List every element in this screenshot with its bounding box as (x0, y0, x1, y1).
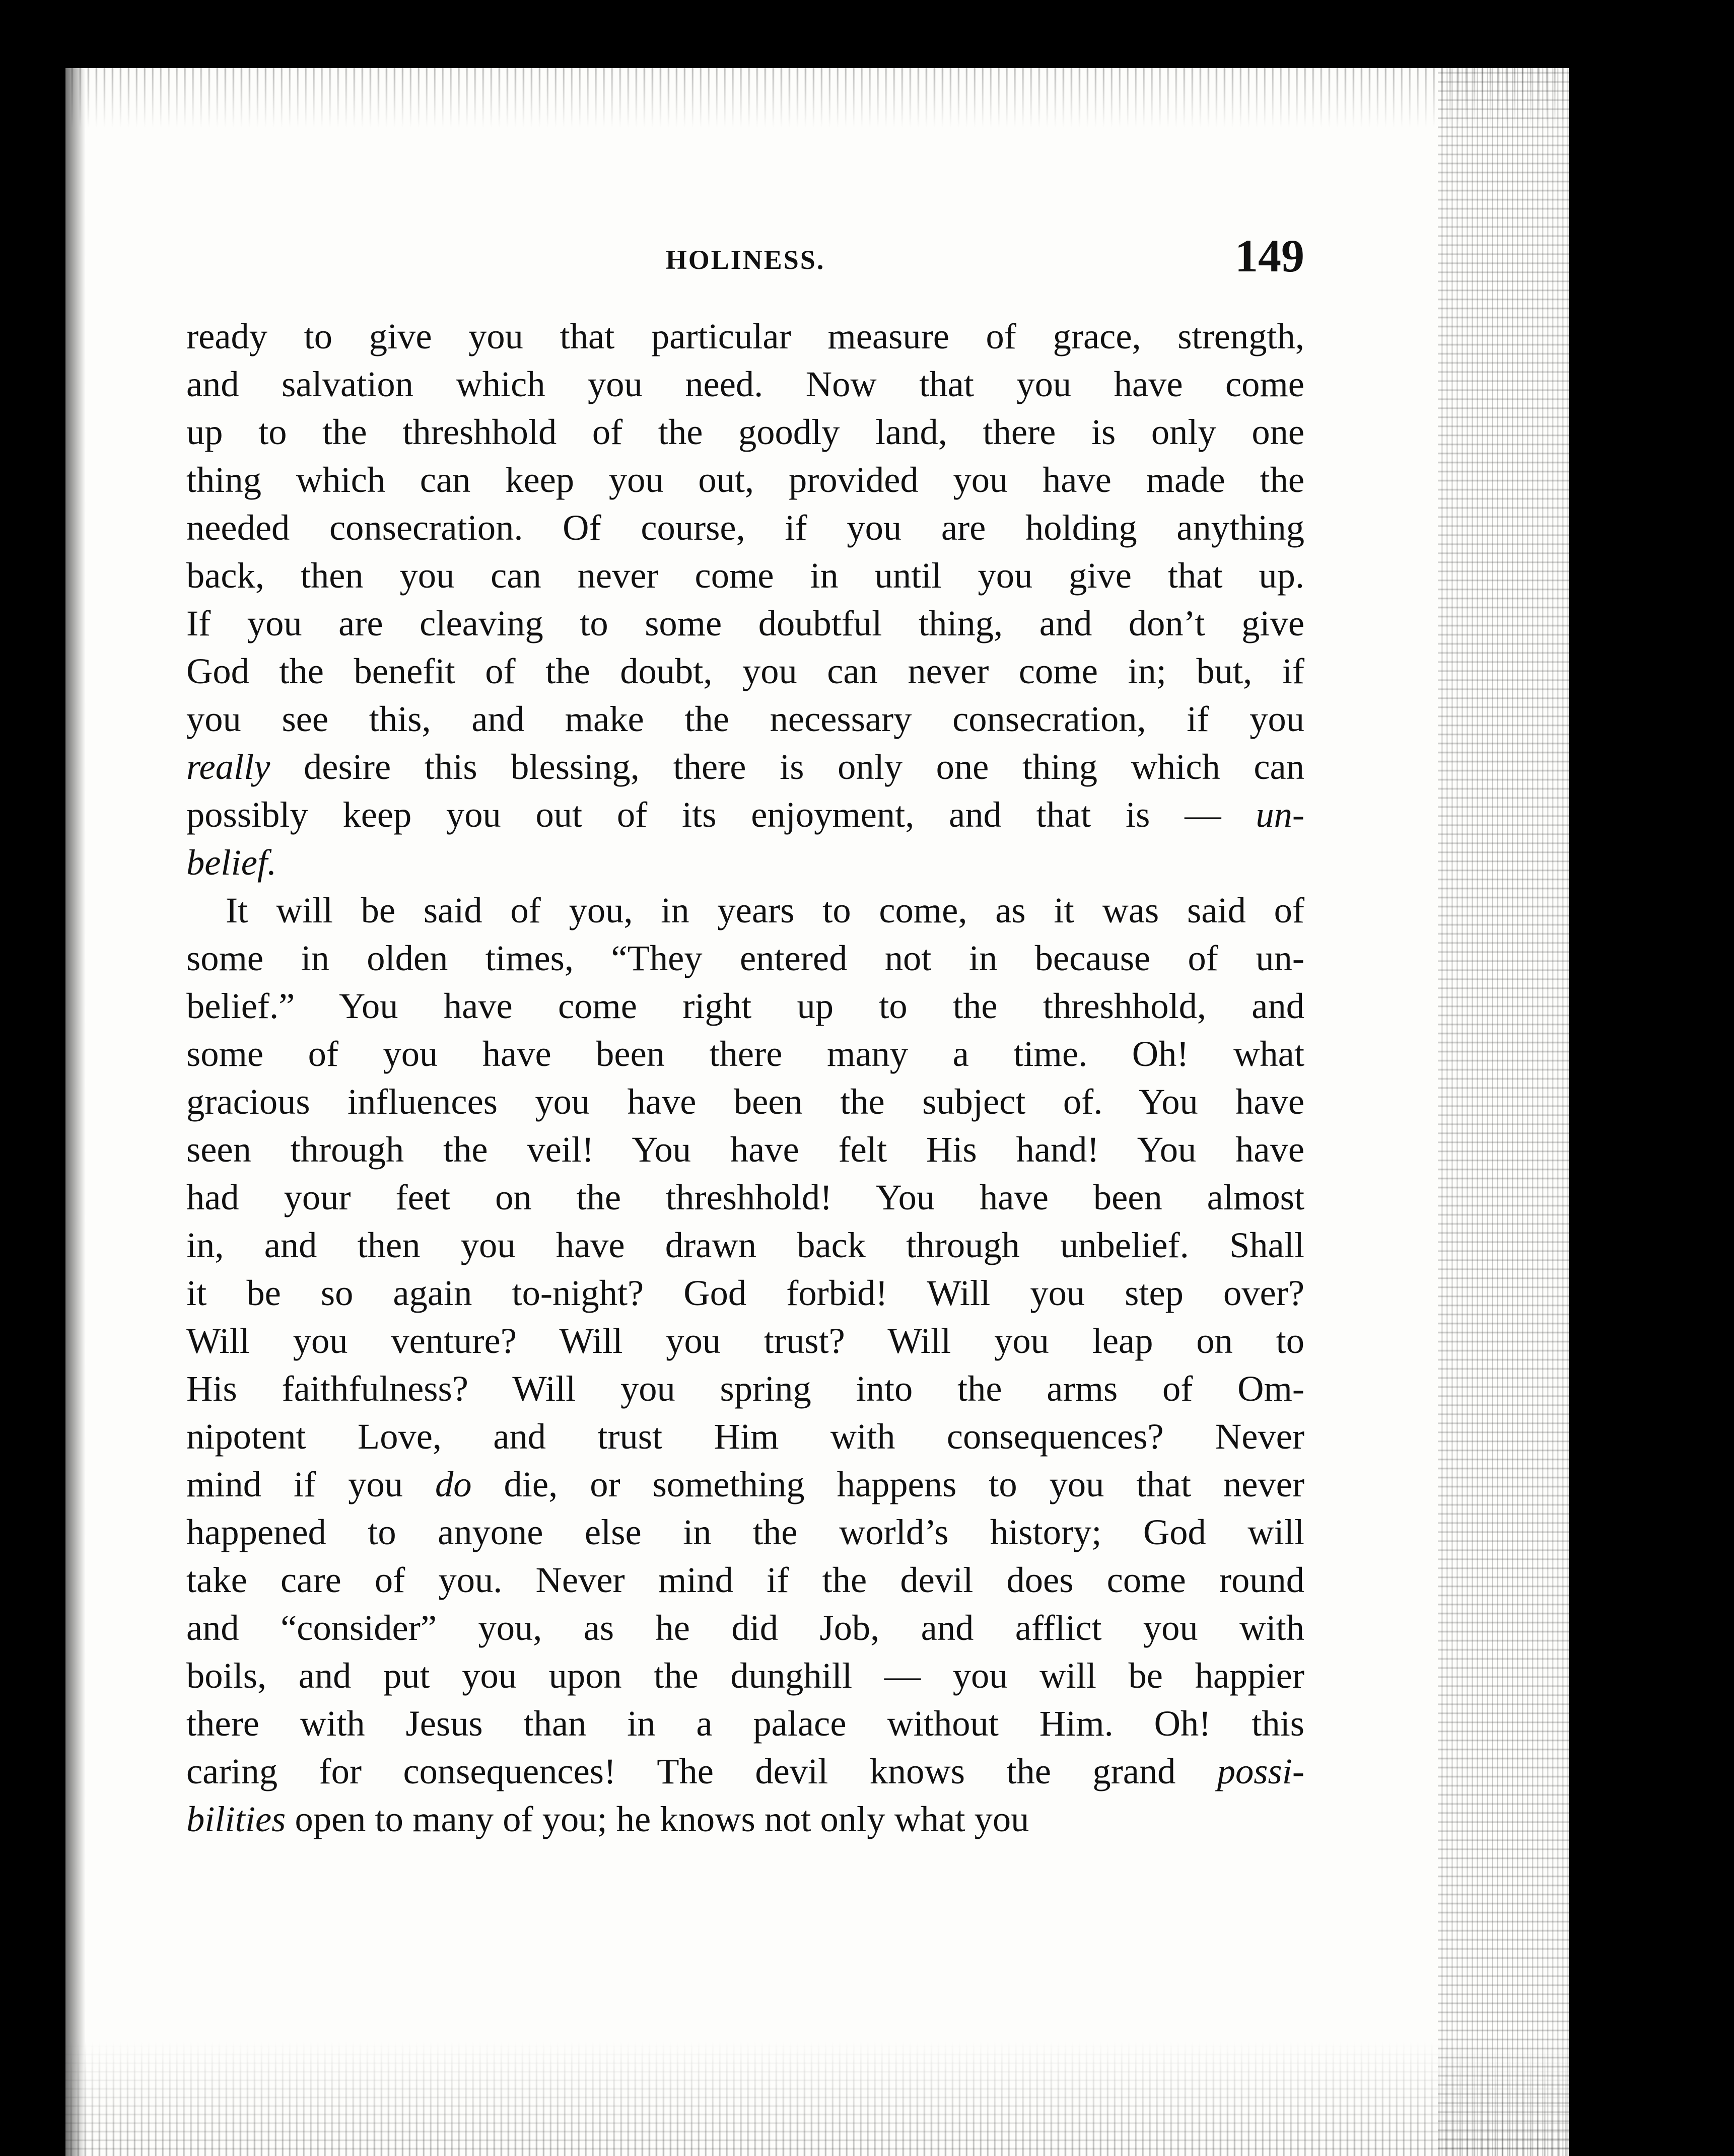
italic-text: un- (1256, 794, 1304, 835)
text-line: Will you venture? Will you trust? Will you leap on to (186, 1320, 1304, 1361)
paragraph (186, 886, 1304, 1843)
italic-text: really (186, 746, 270, 787)
text-line: really desire this blessing, there is only one thing which can (186, 746, 1304, 787)
text-line: happened to anyone else in the world’s history; God will (186, 1512, 1304, 1552)
text-line: had your feet on the threshhold! You have been almost (186, 1177, 1304, 1217)
text-line: belief.” You have come right up to the threshhold, and (186, 985, 1304, 1026)
text-line: bilities open to many of you; he knows not only what you (186, 1799, 1029, 1839)
italic-text: belief. (186, 842, 277, 883)
text-line: possibly keep you out of its enjoyment, and that is — un- (186, 794, 1304, 835)
page-number: 149 (1235, 230, 1304, 281)
text-line: mind if you do die, or something happens to you that never (186, 1464, 1304, 1504)
text-line: some in olden times, “They entered not in because of un- (186, 938, 1304, 978)
text-line: boils, and put you upon the dunghill — you will be happier (186, 1655, 1304, 1696)
text-line: seen through the veil! You have felt His hand! You have (186, 1129, 1304, 1170)
page-left-shadow (65, 68, 86, 2156)
running-head: HOLINESS. (665, 245, 825, 275)
text-line: caring for consequences! The devil knows the grand possi- (186, 1751, 1304, 1791)
text-line: and “consider” you, as he did Job, and afflict you with (186, 1607, 1304, 1648)
paragraph (186, 312, 1304, 886)
text-line: thing which can keep you out, provided you have made the (186, 459, 1304, 500)
text-line: God the benefit of the doubt, you can never come in; but, if (186, 651, 1304, 691)
page-bottom-speckle (65, 2040, 1569, 2156)
page-right-speckle (1438, 68, 1569, 2156)
text-line: take care of you. Never mind if the devil does come round (186, 1559, 1304, 1600)
text-line: and salvation which you need. Now that you have come (186, 364, 1304, 404)
text-line: ready to give you that particular measure of grace, strength, (186, 316, 1304, 356)
text-line: some of you have been there many a time. Oh! what (186, 1033, 1304, 1074)
page-header (186, 229, 1304, 284)
text-line: It will be said of you, in years to come, as it was said of (226, 890, 1304, 930)
italic-text: do (435, 1464, 472, 1504)
italic-text: possi- (1217, 1751, 1304, 1791)
page-top-speckle (65, 68, 1569, 128)
text-line: you see this, and make the necessary consecration, if you (186, 698, 1304, 739)
text-line: nipotent Love, and trust Him with consequences? Never (186, 1416, 1304, 1457)
text-line: needed consecration. Of course, if you are holding anything (186, 507, 1304, 548)
text-line (186, 838, 1304, 886)
text-line: in, and then you have drawn back through unbelief. Shall (186, 1225, 1304, 1265)
text-line: His faithfulness? Will you spring into the arms of Om- (186, 1368, 1304, 1409)
italic-text: bilities (186, 1799, 286, 1839)
text-line: it be so again to-night? God forbid! Will you step over? (186, 1272, 1304, 1313)
text-line: there with Jesus than in a palace without Him. Oh! this (186, 1703, 1304, 1744)
text-line: gracious influences you have been the subject of. You have (186, 1081, 1304, 1122)
text-line: back, then you can never come in until you give that up. (186, 555, 1304, 596)
text-line: If you are cleaving to some doubtful thing, and don’t give (186, 603, 1304, 643)
body-text (186, 312, 1304, 1843)
text-line: up to the threshhold of the goodly land, there is only one (186, 411, 1304, 452)
